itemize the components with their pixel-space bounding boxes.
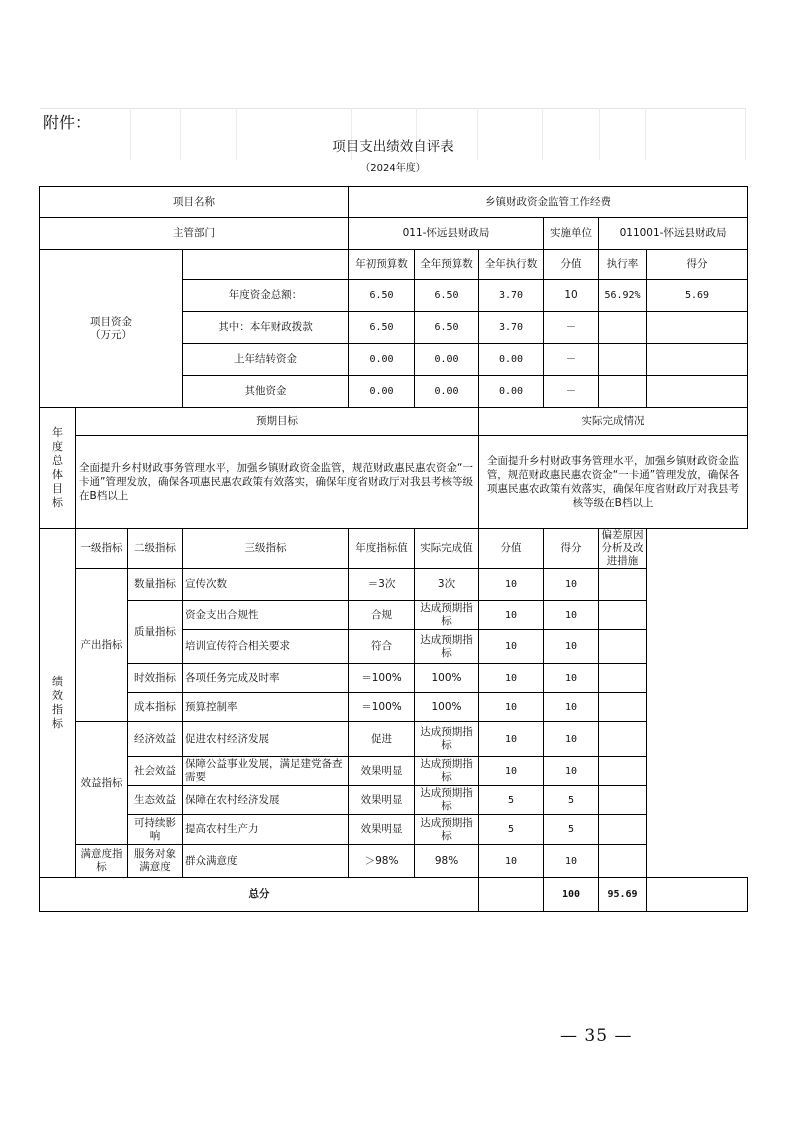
indicators-header-value: 分值: [479, 529, 544, 569]
indicator-value: 10: [479, 664, 544, 693]
indicators-header-l1: 一级指标: [76, 529, 128, 569]
indicator-score: 10: [544, 845, 599, 878]
funds-header-value: 分值: [544, 250, 599, 280]
indicator-value: 10: [479, 722, 544, 757]
goals-header-row: [40, 408, 748, 436]
funds-row-score: [647, 344, 748, 376]
indicator-target: 合规: [349, 601, 415, 630]
indicator-l2: 生态效益: [128, 786, 183, 815]
indicator-value: 10: [479, 845, 544, 878]
indicator-l3: 提高农村生产力: [183, 815, 349, 845]
dept-value: 011-怀远县财政局: [349, 218, 544, 250]
indicator-score: 10: [544, 722, 599, 757]
funds-row-annual: 6.50: [415, 312, 479, 344]
funds-row-initial: 6.50: [349, 312, 415, 344]
funds-row-executed: 3.70: [479, 312, 544, 344]
indicator-l2: 数量指标: [128, 569, 183, 601]
indicator-actual: 达成预期指标: [415, 815, 479, 845]
goals-actual-text: 全面提升乡村财政事务管理水平，加强乡镇财政资金监管，规范财政惠民惠农资金“一卡通”管理发放，确保各项惠民惠农政策有效落实，确保年度省财政厅对我县考核等级在B档以上: [479, 436, 748, 529]
impl-label: 实施单位: [544, 218, 599, 250]
funds-row-rate: [599, 376, 647, 408]
indicator-target: 效果明显: [349, 786, 415, 815]
funds-row-value: －: [544, 344, 599, 376]
indicator-l3: 培训宣传符合相关要求: [183, 630, 349, 664]
performance-table: [39, 186, 748, 912]
funds-label-text: 项目资金 （万元）: [90, 315, 132, 341]
project-name-row: [40, 187, 748, 218]
funds-row-annual: 0.00: [415, 344, 479, 376]
indicator-l3: 群众满意度: [183, 845, 349, 878]
project-name-value: 乡镇财政资金监管工作经费: [349, 187, 748, 218]
indicator-deviation: [599, 664, 647, 693]
indicator-target: ＝3次: [349, 569, 415, 601]
indicator-deviation: [599, 601, 647, 630]
indicator-score: 10: [544, 757, 599, 786]
indicator-deviation: [599, 569, 647, 601]
funds-header-initial: 年初预算数: [349, 250, 415, 280]
attachment-label: 附件：: [40, 108, 746, 135]
indicator-actual: 3次: [415, 569, 479, 601]
indicator-actual: 达成预期指标: [415, 630, 479, 664]
indicator-deviation: [599, 630, 647, 664]
indicator-deviation: [599, 757, 647, 786]
indicator-score: 10: [544, 569, 599, 601]
indicator-target: ＞98%: [349, 845, 415, 878]
total-score: 95.69: [599, 878, 647, 912]
funds-header-row: [40, 250, 748, 280]
indicator-value: 10: [479, 601, 544, 630]
indicator-deviation: [599, 786, 647, 815]
funds-row-value: －: [544, 312, 599, 344]
indicator-l1-benefit: 效益指标: [76, 722, 128, 845]
indicator-l2: 时效指标: [128, 664, 183, 693]
indicator-l3: 保障公益事业发展，满足建党备查需要: [183, 757, 349, 786]
indicator-value: 10: [479, 569, 544, 601]
funds-row-value: 10: [544, 280, 599, 312]
indicator-l3: 促进农村经济发展: [183, 722, 349, 757]
indicator-l2: 社会效益: [128, 757, 183, 786]
funds-row-annual: 6.50: [415, 280, 479, 312]
page-title: 项目支出绩效自评表: [332, 139, 454, 155]
indicator-l3: 资金支出合规性: [183, 601, 349, 630]
indicator-score: 10: [544, 601, 599, 630]
indicator-l2: 质量指标: [128, 601, 183, 664]
funds-header-executed: 全年执行数: [479, 250, 544, 280]
funds-row-initial: 6.50: [349, 280, 415, 312]
indicator-actual: 达成预期指标: [415, 786, 479, 815]
indicator-deviation: [599, 722, 647, 757]
indicator-l3: 宣传次数: [183, 569, 349, 601]
indicator-value: 5: [479, 815, 544, 845]
funds-row-annual: 0.00: [415, 376, 479, 408]
department-row: [40, 218, 748, 250]
goals-expected-text: 全面提升乡村财政事务管理水平，加强乡镇财政资金监管，规范财政惠民惠农资金“一卡通”管理发放，确保各项惠民惠农政策有效落实，确保年度省财政厅对我县考核等级在B档以上: [76, 436, 479, 529]
indicator-l3: 保障在农村经济发展: [183, 786, 349, 815]
total-blank: [479, 878, 544, 912]
goals-content-row: [40, 436, 748, 529]
indicators-side-label: [40, 529, 76, 878]
indicator-deviation: [599, 693, 647, 722]
indicator-target: 符合: [349, 630, 415, 664]
page-subtitle: （2024年度）: [360, 163, 426, 174]
indicator-score: 10: [544, 693, 599, 722]
indicators-header-actual: 实际完成值: [415, 529, 479, 569]
funds-row-name: 其他资金: [183, 376, 349, 408]
indicator-l2: 服务对象满意度: [128, 845, 183, 878]
indicator-score: 5: [544, 786, 599, 815]
indicator-target: 效果明显: [349, 757, 415, 786]
indicator-l1-satisfaction: 满意度指标: [76, 845, 128, 878]
indicator-l1-output: 产出指标: [76, 569, 128, 722]
indicator-target: ＝100%: [349, 693, 415, 722]
indicator-target: ＝100%: [349, 664, 415, 693]
indicator-l2: 可持续影响: [128, 815, 183, 845]
indicator-row: [40, 693, 748, 722]
funds-row-executed: 0.00: [479, 344, 544, 376]
indicator-score: 5: [544, 815, 599, 845]
indicator-value: 10: [479, 693, 544, 722]
funds-row-score: [647, 312, 748, 344]
funds-row-rate: [599, 312, 647, 344]
indicators-header-score: 得分: [544, 529, 599, 569]
funds-header-rate: 执行率: [599, 250, 647, 280]
funds-row-name: 上年结转资金: [183, 344, 349, 376]
total-deviation: [647, 878, 748, 912]
indicator-deviation: [599, 815, 647, 845]
goals-expected-header: 预期目标: [76, 408, 479, 436]
indicator-actual: 100%: [415, 664, 479, 693]
indicator-row: [40, 786, 748, 815]
funds-label: [40, 250, 183, 408]
indicator-row: [40, 757, 748, 786]
page-number: — 35 —: [560, 1026, 633, 1046]
indicator-row: [40, 601, 748, 630]
indicator-l2: 经济效益: [128, 722, 183, 757]
dept-label: 主管部门: [40, 218, 349, 250]
indicator-target: 效果明显: [349, 815, 415, 845]
goals-side-label: [40, 408, 76, 529]
indicator-l3: 预算控制率: [183, 693, 349, 722]
indicators-header-l2: 二级指标: [128, 529, 183, 569]
total-value: 100: [544, 878, 599, 912]
funds-row-rate: 56.92%: [599, 280, 647, 312]
funds-row-initial: 0.00: [349, 344, 415, 376]
indicator-score: 10: [544, 664, 599, 693]
funds-row-name: 其中：本年财政拨款: [183, 312, 349, 344]
indicators-header-l3: 三级指标: [183, 529, 349, 569]
indicators-header-target: 年度指标值: [349, 529, 415, 569]
impl-value: 011001-怀远县财政局: [599, 218, 748, 250]
indicator-row: [40, 569, 748, 601]
indicator-row: [40, 845, 748, 878]
indicator-row: [40, 815, 748, 845]
funds-row-name: 年度资金总额：: [183, 280, 349, 312]
indicator-target: 促进: [349, 722, 415, 757]
funds-header-blank: [183, 250, 349, 280]
indicator-value: 10: [479, 757, 544, 786]
indicator-l2: 成本指标: [128, 693, 183, 722]
total-row: [40, 878, 748, 912]
indicator-score: 10: [544, 630, 599, 664]
goals-actual-header: 实际完成情况: [479, 408, 748, 436]
funds-row-score: [647, 376, 748, 408]
funds-row-rate: [599, 344, 647, 376]
indicators-side-text: 绩效指标: [52, 675, 63, 730]
indicators-header-deviation: 偏差原因分析及改进措施: [599, 529, 647, 569]
indicator-row: [40, 664, 748, 693]
indicator-value: 10: [479, 630, 544, 664]
indicator-actual: 达成预期指标: [415, 757, 479, 786]
indicator-actual: 达成预期指标: [415, 722, 479, 757]
funds-row-executed: 3.70: [479, 280, 544, 312]
indicator-actual: 达成预期指标: [415, 601, 479, 630]
indicator-l3: 各项任务完成及时率: [183, 664, 349, 693]
total-label: 总分: [40, 878, 479, 912]
project-name-label: 项目名称: [40, 187, 349, 218]
indicator-value: 5: [479, 786, 544, 815]
funds-row-value: －: [544, 376, 599, 408]
indicators-header-row: [40, 529, 748, 569]
indicator-row: [40, 722, 748, 757]
funds-row-initial: 0.00: [349, 376, 415, 408]
indicator-actual: 100%: [415, 693, 479, 722]
funds-header-score: 得分: [647, 250, 748, 280]
indicator-deviation: [599, 845, 647, 878]
funds-header-annual: 全年预算数: [415, 250, 479, 280]
indicator-actual: 98%: [415, 845, 479, 878]
funds-row-executed: 0.00: [479, 376, 544, 408]
funds-row-score: 5.69: [647, 280, 748, 312]
goals-side-text: 年度总体目标: [52, 426, 63, 509]
